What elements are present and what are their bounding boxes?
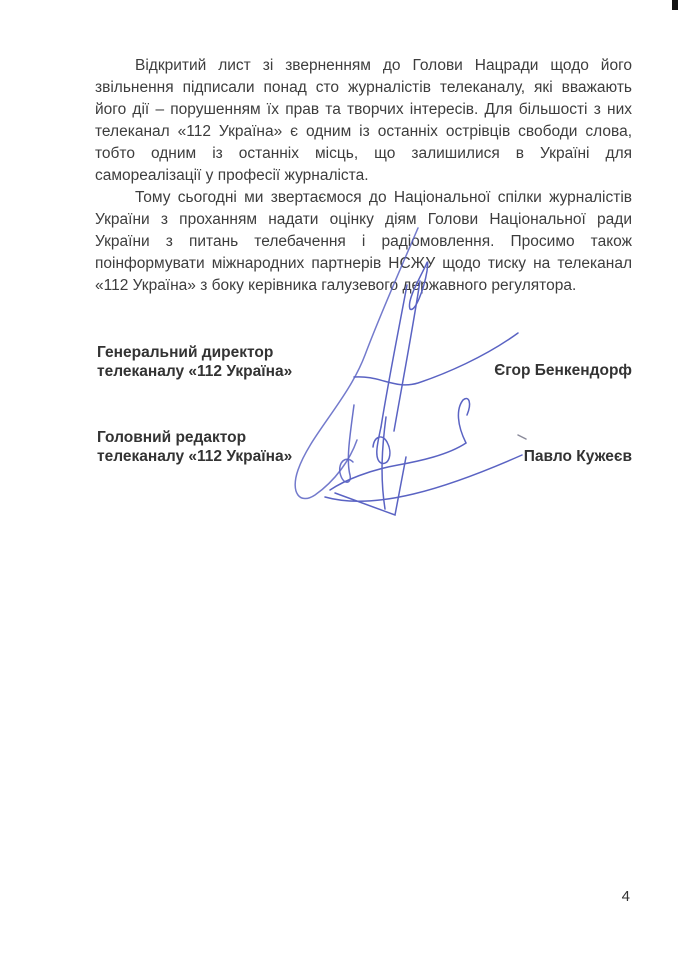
- signatory-2-title-line1: Головний редактор: [97, 429, 247, 446]
- signatory-1-title-line2: телеканалу «112 Україна»: [97, 363, 293, 380]
- signatory-2-title: [97, 428, 292, 466]
- paragraph-open-letter: Відкритий лист зі зверненням до Голови Нацради щодо його звільнення підписали понад сто журналістів телеканалу, які вважають його дії – порушенням їх прав та творчих інтересів. Для більшості з них телеканал «112 Україна» є одним із останніх острівців свободи слова, тобто одним із останніх місць, що залишилися в Україні для самореалізації у професії журналіста.: [95, 57, 632, 184]
- scan-corner-artifact: [672, 0, 678, 10]
- signatory-1-title: [97, 343, 292, 381]
- signatory-1-name: Єгор Бенкендорф: [494, 362, 632, 379]
- signatory-2-name: Павло Кужеєв: [523, 448, 632, 465]
- handwritten-signature-ink: [280, 225, 540, 520]
- signatory-1-title-line1: Генеральний директор: [97, 344, 274, 361]
- page-number: 4: [621, 888, 630, 905]
- signatory-2-title-line2: телеканалу «112 Україна»: [97, 448, 293, 465]
- paragraph-appeal-nsju: Тому сьогодні ми звертаємося до Національної спілки журналістів України з проханням надати оцінку діям Голови Національної ради України з питань телебачення і радіомовлення. Просимо також поінформувати міжнародних партнерів НСЖУ щодо тиску на телеканал «112 Україна» з боку керівника галузевого державного регулятора.: [95, 189, 632, 294]
